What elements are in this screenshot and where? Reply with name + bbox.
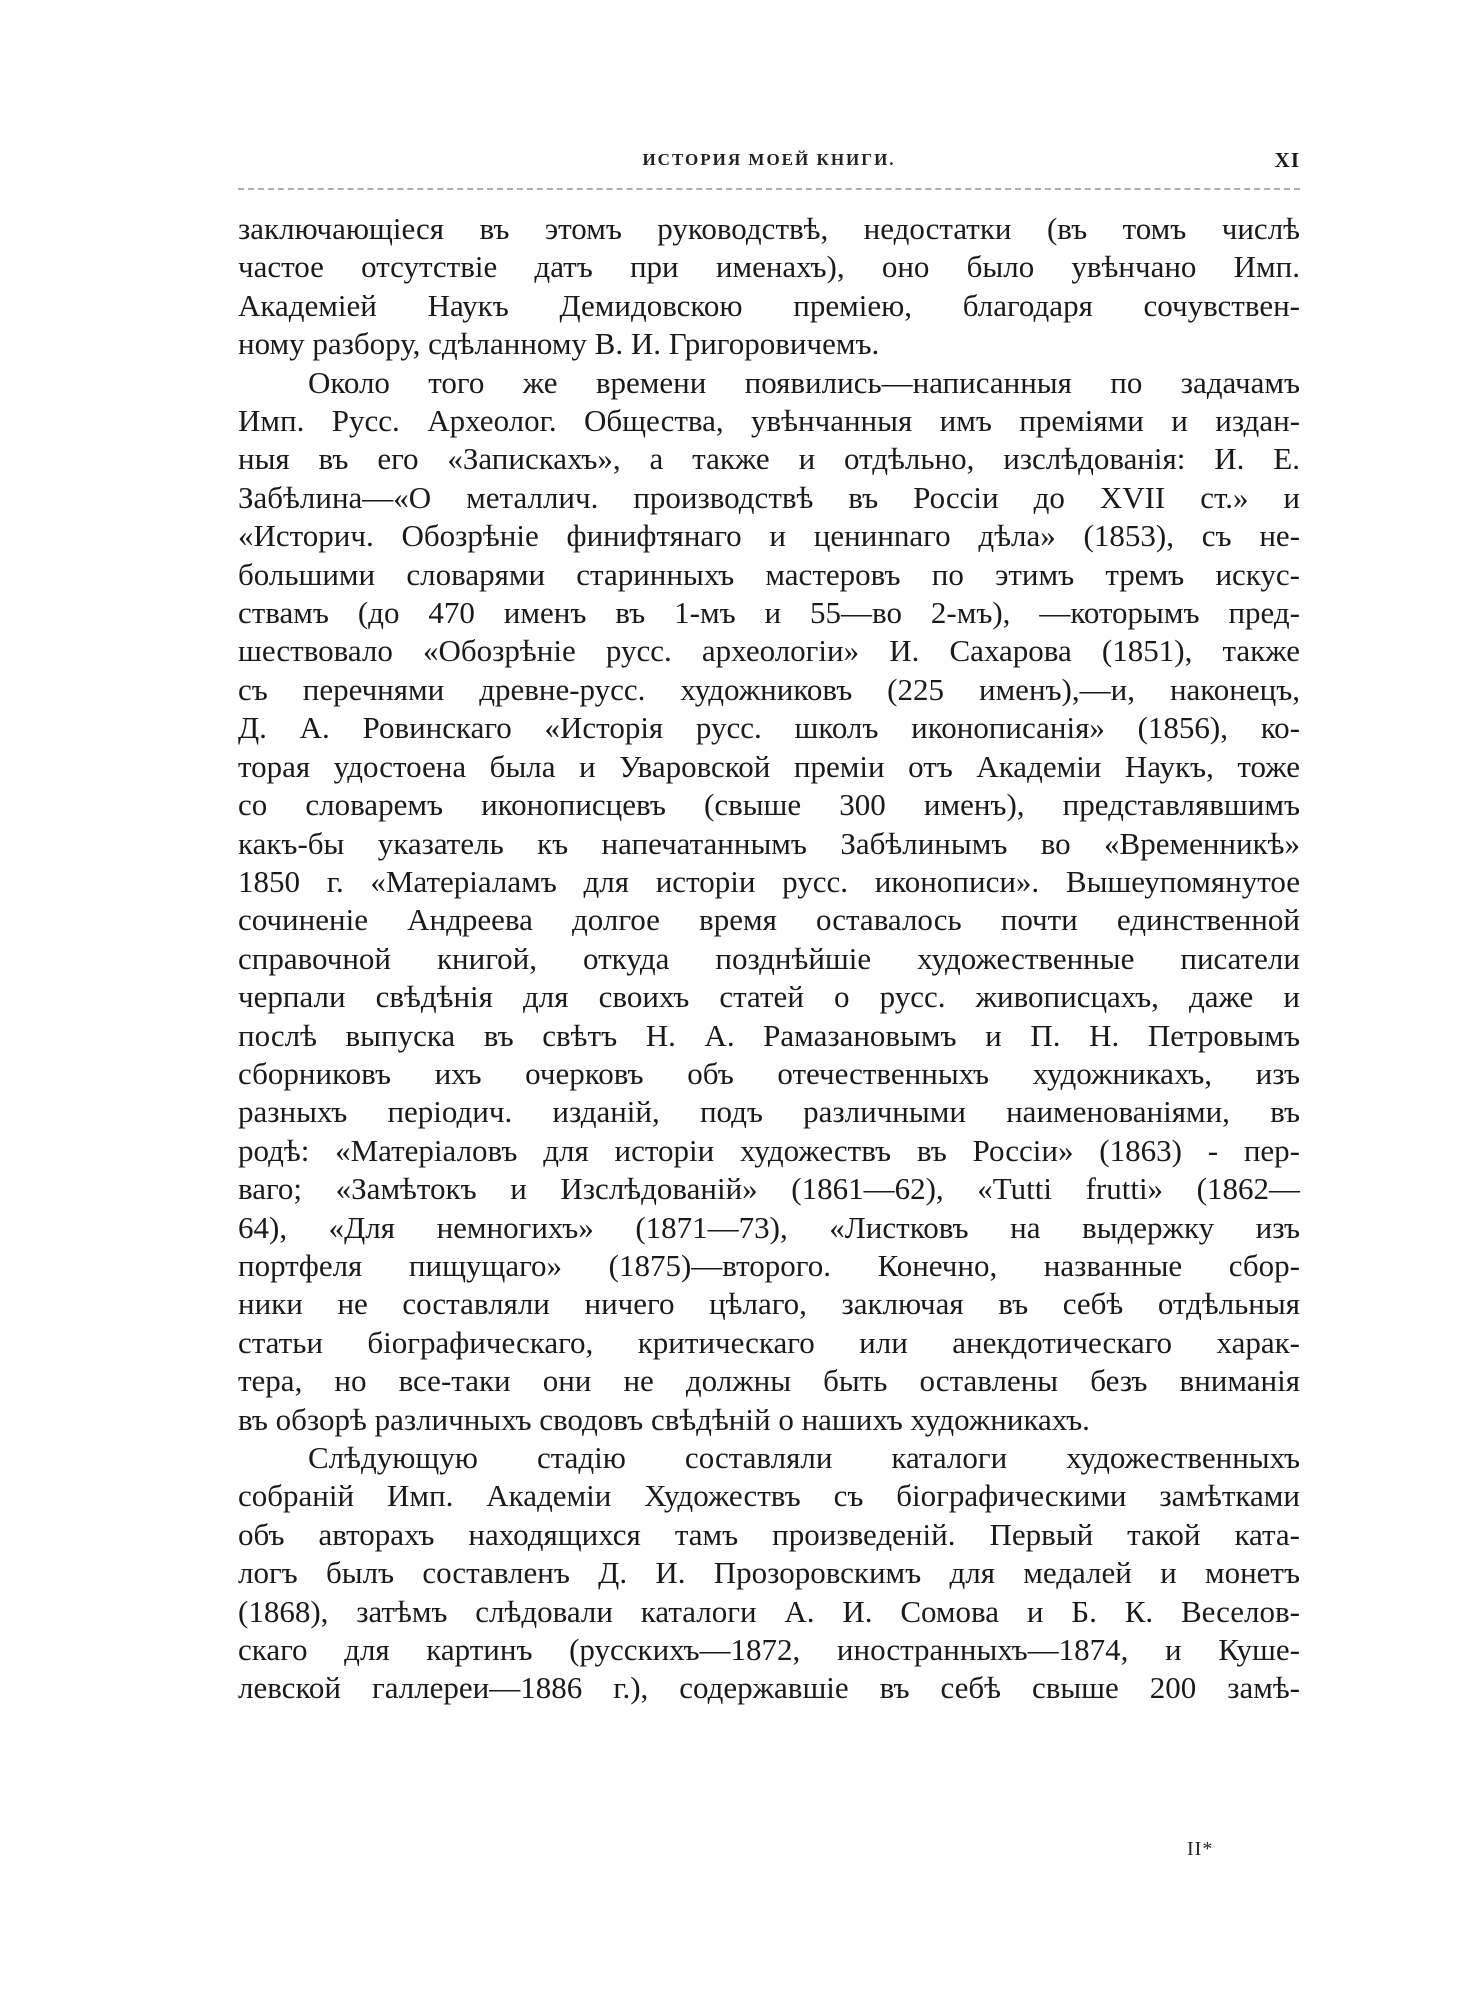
text-line: ному разбору, сдѣланному В. И. Григоровичемъ. — [238, 326, 880, 362]
text-line: черпали свѣдѣнія для своихъ статей о русс. живописцахъ, даже и — [238, 979, 1300, 1015]
text-line: торая удостоена была и Уваровской преміи отъ Академіи Наукъ, тоже — [238, 748, 1300, 784]
text-line: левской галлереи—1886 г.), содержавшіе въ себѣ свыше 200 замѣ- — [238, 1670, 1300, 1706]
paragraph-3 — [238, 1439, 1300, 1708]
text-line: сборниковъ ихъ очерковъ объ отечественныхъ художникахъ, изъ — [238, 1055, 1300, 1091]
text-line: (1868), затѣмъ слѣдовали каталоги А. И. Сомова и Б. К. Веселов- — [238, 1593, 1300, 1629]
text-line: Около того же времени появились—написанныя по задачамъ — [308, 364, 1300, 400]
body-text — [238, 210, 1300, 1708]
text-line: сочиненіе Андреева долгое время оставалось почти единственной — [238, 902, 1300, 938]
text-line: Академіей Наукъ Демидовскою преміею, благодаря сочувствен- — [238, 287, 1300, 323]
header-rule — [238, 188, 1300, 190]
text-line: шествовало «Обозрѣніе русс. археологіи» И. Сахарова (1851), также — [238, 633, 1300, 669]
text-line: со словаремъ иконописцевъ (свыше 300 именъ), представлявшимъ — [238, 787, 1300, 823]
text-line: родѣ: «Матеріаловъ для исторіи художествъ въ Россіи» (1863) - пер- — [238, 1132, 1300, 1168]
text-line: собраній Имп. Академіи Художествъ съ біографическими замѣтками — [238, 1478, 1300, 1514]
paragraph-2 — [238, 364, 1300, 1439]
text-line: заключающіеся въ этомъ руководствѣ, недостатки (въ томъ числѣ — [238, 211, 1300, 246]
text-line: Забѣлина—«О металлич. производствѣ въ Россіи до XVII ст.» и — [238, 479, 1300, 515]
text-line: скаго для картинъ (русскихъ—1872, иностранныхъ—1874, и Куше- — [238, 1632, 1300, 1668]
running-title: ИСТОРИЯ МОЕЙ КНИГИ. — [642, 150, 896, 169]
text-line: тера, но все-таки они не должны быть оставлены безъ вниманія — [238, 1363, 1300, 1399]
text-line: ствамъ (до 470 именъ въ 1-мъ и 55—во 2-мъ), —которымъ пред- — [238, 595, 1300, 631]
text-line: логъ былъ составленъ Д. И. Прозоровскимъ для медалей и монетъ — [238, 1555, 1300, 1591]
paragraph-1 — [238, 210, 1300, 364]
text-line: Слѣдующую стадію составляли каталоги художественныхъ — [308, 1440, 1300, 1475]
text-line: портфеля пищущаго» (1875)—второго. Конечно, названные сбор- — [238, 1247, 1300, 1283]
text-line: ники не составляли ничего цѣлаго, заключая въ себѣ отдѣльныя — [238, 1286, 1300, 1322]
text-line: ныя въ его «Запискахъ», а также и отдѣльно, изслѣдованія: И. Е. — [238, 441, 1300, 477]
text-line: какъ-бы указатель къ напечатаннымъ Забѣлинымъ во «Временникѣ» — [238, 825, 1300, 861]
text-line: Имп. Русс. Археолог. Общества, увѣнчанныя имъ преміями и издан- — [238, 403, 1300, 439]
text-line: Д. А. Ровинскаго «Исторія русс. школъ иконописанія» (1856), ко- — [238, 710, 1300, 746]
text-line: статьи біографическаго, критическаго или анекдотическаго харак- — [238, 1324, 1300, 1360]
text-line: «Историч. Обозрѣніе финифтянаго и ценинnаго дѣла» (1853), съ не- — [238, 518, 1300, 554]
text-line: послѣ выпуска въ свѣтъ Н. А. Рамазановымъ и П. Н. Петровымъ — [238, 1017, 1300, 1053]
text-line: съ перечнями древне-русс. художниковъ (225 именъ),—и, наконецъ, — [238, 671, 1300, 707]
page-number: XI — [1274, 148, 1300, 172]
text-line: 1850 г. «Матеріаламъ для исторіи русс. иконописи». Вышеупомянутое — [238, 863, 1300, 899]
text-line: 64), «Для немногихъ» (1871—73), «Листковъ на выдержку изъ — [238, 1209, 1300, 1245]
text-line: частое отсутствіе датъ при именахъ), оно было увѣнчано Имп. — [238, 249, 1300, 285]
signature-mark: II* — [1187, 1838, 1214, 1860]
text-line: ваго; «Замѣтокъ и Изслѣдованій» (1861—62), «Tutti frutti» (1862— — [238, 1171, 1300, 1207]
running-head — [238, 150, 1300, 180]
text-line: большими словарями старинныхъ мастеровъ по этимъ тремъ искус- — [238, 556, 1300, 592]
text-line: въ обзорѣ различныхъ сводовъ свѣдѣній о нашихъ художникахъ. — [238, 1401, 1090, 1437]
text-line: справочной книгой, откуда позднѣйшіе художественные писатели — [238, 940, 1300, 976]
text-line: объ авторахъ находящихся тамъ произведеній. Первый такой ката- — [238, 1516, 1300, 1552]
text-line: разныхъ періодич. изданій, подъ различными наименованіями, въ — [238, 1094, 1300, 1130]
